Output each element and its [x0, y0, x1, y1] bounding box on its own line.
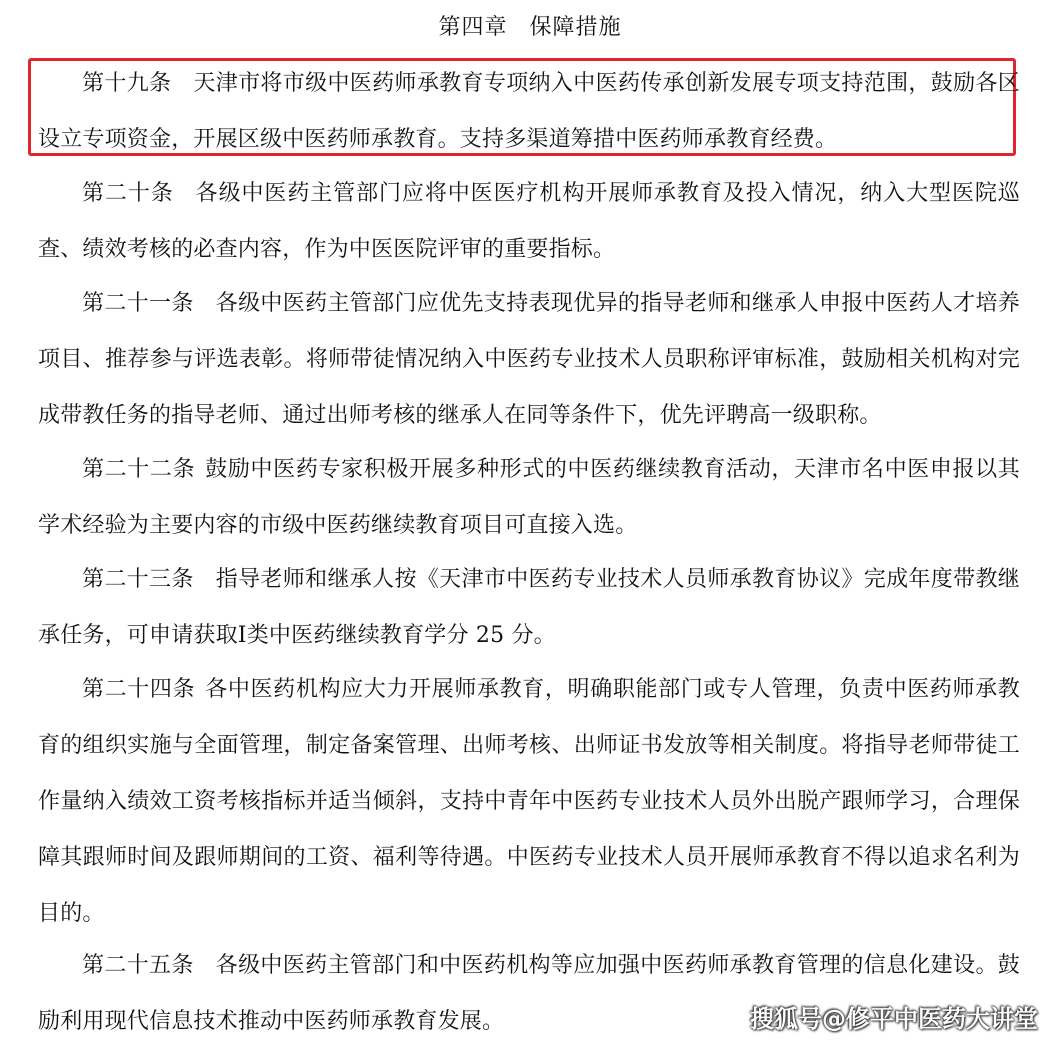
- article-text: 各级中医药主管部门应优先支持表现优异的指导老师和继承人申报中医药人才培养项目、推荐参与评选表彰。将师带徒情况纳入中医药专业技术人员职称评审标准，鼓励相关机构对完成带教任务的指导老师、通过出师考核的继承人在同等条件下，优先评聘高一级职称。: [38, 291, 1020, 428]
- article-text: 天津市将市级中医药师承教育专项纳入中医药传承创新发展专项支持范围，鼓励各区设立专项资金，开展区级中医药师承教育。支持多渠道筹措中医药师承教育经费。: [38, 71, 1020, 152]
- chapter-number: 第四章: [438, 15, 508, 40]
- article-text: 指导老师和继承人按《天津市中医药专业技术人员师承教育协议》完成年度带教继承任务，可申请获取Ⅰ类中医药继续教育学分 25 分。: [38, 567, 1020, 648]
- article-text: 鼓励中医药专家积极开展多种形式的中医药继续教育活动，天津市名中医申报以其学术经验为主要内容的市级中医药继续教育项目可直接入选。: [38, 457, 1020, 538]
- article-22: [38, 442, 1020, 554]
- article-number: 第二十条: [82, 181, 174, 206]
- article-text: 各级中医药主管部门应将中医医疗机构开展师承教育及投入情况，纳入大型医院巡查、绩效考核的必查内容，作为中医医院评审的重要指标。: [38, 181, 1020, 262]
- article-24: [38, 662, 1020, 942]
- article-number: 第十九条: [82, 71, 172, 96]
- article-19: [38, 56, 1020, 168]
- chapter-title: [0, 10, 1060, 46]
- article-number: 第二十四条: [82, 677, 196, 702]
- watermark: 搜狐号@修平中医药大讲堂: [750, 1005, 1038, 1033]
- article-number: 第二十一条: [82, 291, 194, 316]
- article-number: 第二十二条: [82, 457, 196, 482]
- article-20: [38, 166, 1020, 278]
- chapter-name: 保障措施: [529, 15, 622, 40]
- article-text: 各级中医药主管部门和中医药机构等应加强中医药师承教育管理的信息化建设。鼓励利用现代信息技术推动中医药师承教育发展。: [38, 953, 1020, 1034]
- article-number: 第二十三条: [82, 567, 194, 592]
- article-23: [38, 552, 1020, 664]
- article-text: 各中医药机构应大力开展师承教育，明确职能部门或专人管理，负责中医药师承教育的组织实施与全面管理，制定备案管理、出师考核、出师证书发放等相关制度。将指导老师带徒工作量纳入绩效工资考核指标并适当倾斜，支持中青年中医药专业技术人员外出脱产跟师学习，合理保障其跟师时间及跟师期间的工资、福利等待遇。中医药专业技术人员开展师承教育不得以追求名利为目的。: [38, 677, 1020, 926]
- article-number: 第二十五条: [82, 953, 194, 978]
- article-21: [38, 276, 1020, 444]
